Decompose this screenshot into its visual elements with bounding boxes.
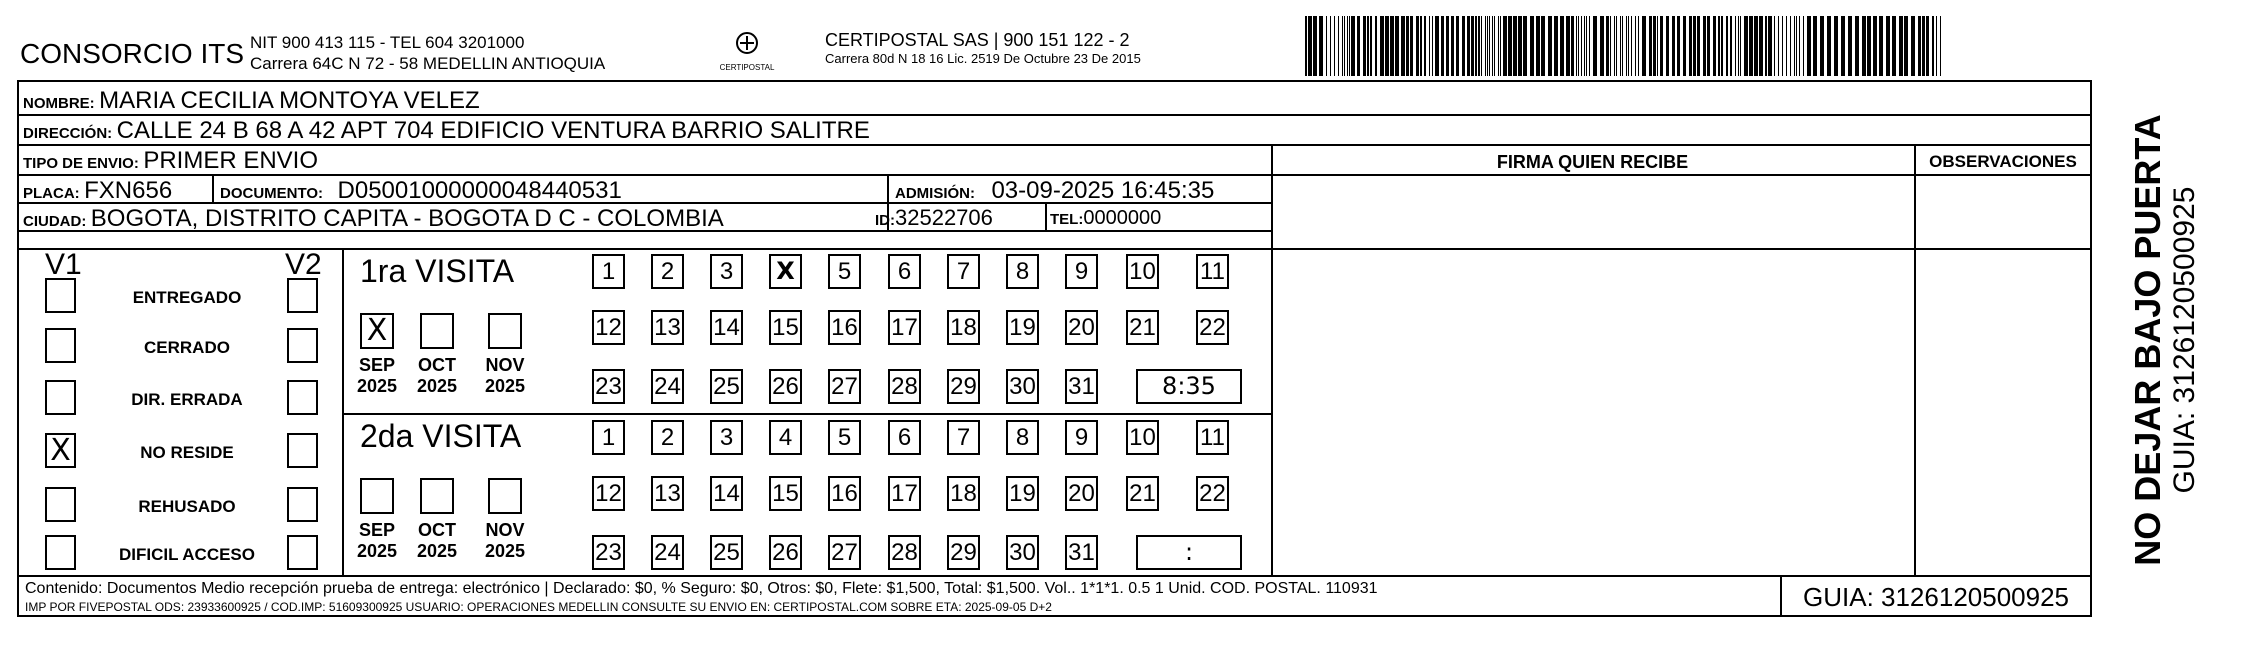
visit1-day-3[interactable]: 3 [710,254,743,289]
v1-checkbox-3[interactable]: X [45,433,76,468]
visit2-day-31[interactable]: 31 [1065,535,1098,570]
visit1-day-8[interactable]: 8 [1006,254,1039,289]
firma-label: FIRMA QUIEN RECIBE [1496,152,1689,172]
v1-checkbox-0[interactable] [45,278,76,313]
visit1-day-21[interactable]: 21 [1126,310,1159,345]
visit2-day-13[interactable]: 13 [651,476,684,511]
visit2-day-16[interactable]: 16 [828,476,861,511]
barcode-graphic [1305,16,1945,76]
visit1-day-25[interactable]: 25 [710,369,743,404]
visit2-day-12[interactable]: 12 [592,476,625,511]
observations-area[interactable] [1916,176,2090,573]
address-line: Carrera 64C N 72 - 58 MEDELLIN ANTIOQUIA [250,54,606,73]
visit2-day-27[interactable]: 27 [828,535,861,570]
visit2-day-26[interactable]: 26 [769,535,802,570]
visit1-day-12[interactable]: 12 [592,310,625,345]
visit1-day-22[interactable]: 22 [1196,310,1229,345]
company-name: CONSORCIO ITS [20,38,245,69]
v1-label: V1 [45,248,82,281]
visit1-day-2[interactable]: 2 [651,254,684,289]
visit1-day-24[interactable]: 24 [651,369,684,404]
v2-checkbox-1[interactable] [287,328,318,363]
visit2-title: 2da VISITA [360,418,522,454]
v2-checkbox-3[interactable] [287,433,318,468]
visit1-title: 1ra VISITA [360,253,515,289]
v2-checkbox-0[interactable] [287,278,318,313]
visit2-day-9[interactable]: 9 [1065,420,1098,455]
visit1-month-nov-checkbox[interactable] [488,313,522,349]
v1-checkbox-4[interactable] [45,487,76,522]
v1-checkbox-5[interactable] [45,535,76,570]
status-label-0: ENTREGADO [132,288,242,307]
visit2-day-17[interactable]: 17 [888,476,921,511]
placa-value: FXN656 [84,177,173,204]
side-title: NO DEJAR BAJO PUERTA [2127,114,2168,566]
visit1-day-13[interactable]: 13 [651,310,684,345]
id-value: 32522706 [895,205,993,230]
tipo-envio-label: TIPO DE ENVIO: [23,155,139,172]
certipostal-line: CERTIPOSTAL SAS | 900 151 122 - 2 [825,30,1130,50]
v1-checkbox-2[interactable] [45,380,76,415]
visit2-day-23[interactable]: 23 [592,535,625,570]
ciudad-value: BOGOTA, DISTRITO CAPITA - BOGOTA D C - COLOMBIA [90,205,724,232]
visit2-day-2[interactable]: 2 [651,420,684,455]
visit2-month-oct-label: OCT 2025 [416,520,458,561]
visit2-day-10[interactable]: 10 [1126,420,1159,455]
visit2-day-3[interactable]: 3 [710,420,743,455]
visit2-day-21[interactable]: 21 [1126,476,1159,511]
status-label-5: DIFICIL ACCESO [118,545,255,564]
barcode [1305,16,1945,76]
certipostal-logo [712,30,782,72]
visit2-day-8[interactable]: 8 [1006,420,1039,455]
nit-line: NIT 900 413 115 - TEL 604 3201000 [250,33,525,52]
visit2-month-nov-label: NOV 2025 [484,520,526,561]
id-field [875,205,993,231]
visit2-day-4[interactable]: 4 [769,420,802,455]
visit1-day-31[interactable]: 31 [1065,369,1098,404]
logo-icon [731,30,763,58]
visit2-day-19[interactable]: 19 [1006,476,1039,511]
visit1-day-15[interactable]: 15 [769,310,802,345]
visit1-month-oct-label: OCT 2025 [416,355,458,396]
visit2-day-30[interactable]: 30 [1006,535,1039,570]
status-label-4: REHUSADO [138,497,236,516]
visit1-day-19[interactable]: 19 [1006,310,1039,345]
visit2-month-sep-checkbox[interactable] [360,478,394,514]
visit2-day-11[interactable]: 11 [1196,420,1229,455]
visit2-day-28[interactable]: 28 [888,535,921,570]
logo-text: CERTIPOSTAL [719,63,775,72]
ciudad-label: CIUDAD: [23,213,87,230]
visit2-day-15[interactable]: 15 [769,476,802,511]
visit2-day-14[interactable]: 14 [710,476,743,511]
visit1-day-28[interactable]: 28 [888,369,921,404]
observaciones-label: OBSERVACIONES [1929,152,2077,171]
visit1-day-20[interactable]: 20 [1065,310,1098,345]
status-label-1: CERRADO [144,338,230,357]
visit1-day-9[interactable]: 9 [1065,254,1098,289]
visit2-day-20[interactable]: 20 [1065,476,1098,511]
tel-field [1050,207,1161,230]
visit1-day-30[interactable]: 30 [1006,369,1039,404]
direccion-label: DIRECCIÓN: [23,125,113,142]
visit2-day-25[interactable]: 25 [710,535,743,570]
visit1-month-nov-label: NOV 2025 [484,355,526,396]
certipostal-address: Carrera 80d N 18 16 Lic. 2519 De Octubre 23 De 2015 [825,51,1141,66]
visit1-day-16[interactable]: 16 [828,310,861,345]
visit2-month-oct-checkbox[interactable] [420,478,454,514]
placa-field [23,177,172,205]
visit2-day-1[interactable]: 1 [592,420,625,455]
visit1-day-4[interactable]: X [769,254,802,289]
documento-value: D05001000000048440531 [337,177,622,204]
visit1-day-10[interactable]: 10 [1126,254,1159,289]
visit2-month-nov-checkbox[interactable] [488,478,522,514]
visit1-day-23[interactable]: 23 [592,369,625,404]
visit2-day-22[interactable]: 22 [1196,476,1229,511]
documento-label: DOCUMENTO: [220,185,324,202]
documento-field [220,177,622,205]
visit2-day-29[interactable]: 29 [947,535,980,570]
v2-label: V2 [285,248,322,281]
v1-checkbox-1[interactable] [45,328,76,363]
admision-label: ADMISIÓN: [895,185,975,202]
certipostal-info [825,30,1141,66]
ciudad-field [23,205,724,233]
v2-checkbox-5[interactable] [287,535,318,570]
admision-field [895,177,1214,205]
visit1-month-oct-checkbox[interactable] [420,313,454,349]
visit1-day-14[interactable]: 14 [710,310,743,345]
visit2-day-6[interactable]: 6 [888,420,921,455]
v2-checkbox-4[interactable] [287,487,318,522]
placa-label: PLACA: [23,185,80,202]
company-info [250,32,605,74]
tipo-envio-value: PRIMER ENVIO [143,147,319,174]
visit1-day-6[interactable]: 6 [888,254,921,289]
visit1-month-sep-label: SEP 2025 [356,355,398,396]
visit1-day-11[interactable]: 11 [1196,254,1229,289]
visit1-day-1[interactable]: 1 [592,254,625,289]
visit1-month-sep-checkbox[interactable]: X [360,313,394,349]
visit1-day-5[interactable]: 5 [828,254,861,289]
visit2-day-5[interactable]: 5 [828,420,861,455]
side-banner [2128,114,2202,565]
visit1-day-17[interactable]: 17 [888,310,921,345]
tel-value: 0000000 [1083,207,1162,229]
visit2-day-18[interactable]: 18 [947,476,980,511]
visit1-day-27[interactable]: 27 [828,369,861,404]
visit2-time-field[interactable]: : [1136,535,1242,570]
visit1-day-7[interactable]: 7 [947,254,980,289]
visit1-day-26[interactable]: 26 [769,369,802,404]
admision-value: 03-09-2025 16:45:35 [991,177,1215,204]
id-label: ID: [875,212,895,229]
nombre-field [23,87,480,115]
contenido-text: Contenido: Documentos Medio recepción prueba de entrega: electrónico | Declarado: $0, % Seguro: $0, Otros: $0, Flete: $1,500, Total: $1,500. Vol.. 1*1*1. 0.5 1 Unid. COD. POSTAL. 110931 [25,580,1378,597]
direccion-field [23,117,870,145]
visit2-day-7[interactable]: 7 [947,420,980,455]
visit2-day-24[interactable]: 24 [651,535,684,570]
tel-label: TEL: [1050,211,1084,228]
side-guia: GUIA: 3126120500925 [2168,186,2201,494]
signature-area[interactable] [1273,176,1912,573]
v2-checkbox-2[interactable] [287,380,318,415]
status-label-2: DIR. ERRADA [131,390,243,409]
nombre-label: NOMBRE: [23,95,95,112]
tipo-envio-field [23,147,318,175]
visit1-day-18[interactable]: 18 [947,310,980,345]
imp-text: IMP POR FIVEPOSTAL ODS: 23933600925 / COD.IMP: 51609300925 USUARIO: OPERACIONES MEDELLIN CONSULTE SU ENVIO EN: CERTIPOSTAL.COM SOBRE ETA: 2025-09-05 D+2 [25,600,1052,614]
footer-guia: GUIA: 3126120500925 [1803,582,2069,612]
nombre-value: MARIA CECILIA MONTOYA VELEZ [99,87,480,114]
status-label-3: NO RESIDE [140,443,234,462]
visit1-time-field[interactable]: 8:35 [1136,369,1242,404]
direccion-value: CALLE 24 B 68 A 42 APT 704 EDIFICIO VENTURA BARRIO SALITRE [116,117,870,144]
visit2-month-sep-label: SEP 2025 [356,520,398,561]
visit1-day-29[interactable]: 29 [947,369,980,404]
